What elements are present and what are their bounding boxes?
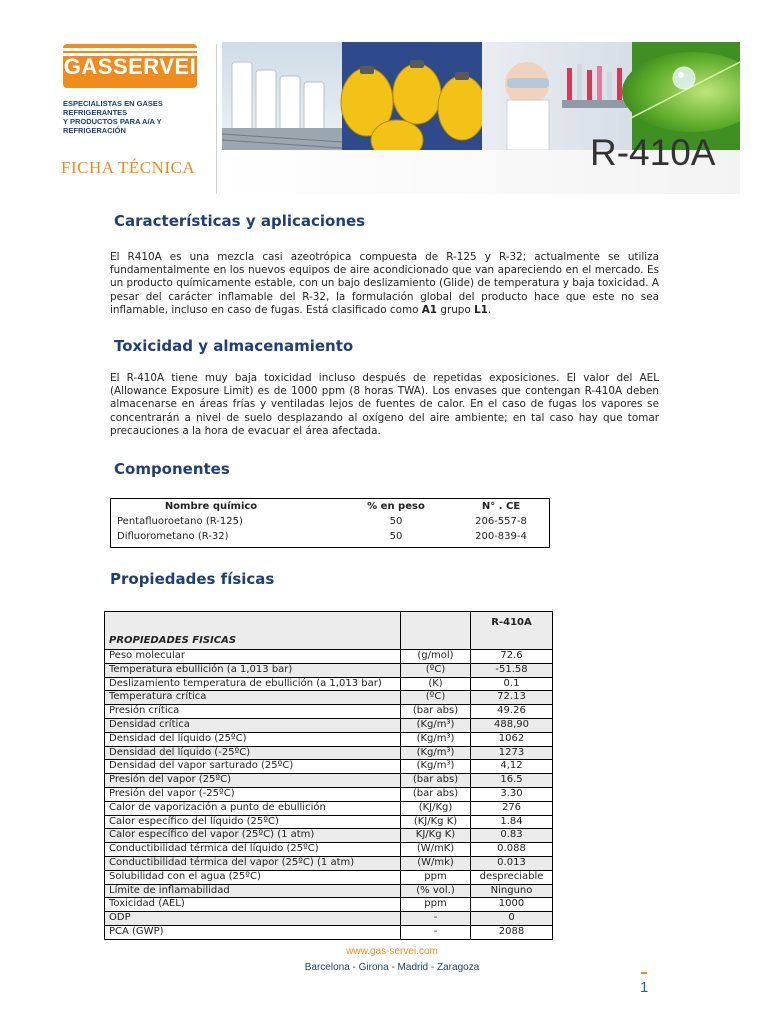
property-row bbox=[105, 746, 553, 760]
property-unit: - bbox=[401, 912, 471, 926]
property-name: Presión del vapor (25ºC) bbox=[105, 774, 401, 788]
property-name: Densidad del líquido (25ºC) bbox=[105, 732, 401, 746]
property-unit: ppm bbox=[401, 898, 471, 912]
property-unit: (KJ/Kg K) bbox=[401, 815, 471, 829]
property-unit: ppm bbox=[401, 870, 471, 884]
property-name: Densidad del líquido (-25ºC) bbox=[105, 746, 401, 760]
property-row bbox=[105, 829, 553, 843]
header-porcentaje-peso: % en peso bbox=[367, 501, 425, 512]
property-unit: (W/mk) bbox=[401, 856, 471, 870]
text-caracteristicas: El R410A es una mezcla casi azeotrópica compuesta de R-125 y R-32; actualmente se utiliza fundamentalmente en los nuevos equipos de aire acondicionado que van apareciendo en el mercado. Es un producto químicamente estable, con un bajo deslizamiento (Glide) de temperatura y baja toxicidad. A pesar del carácter inflamable del R-32, la formulación global del producto hace que este no sea inflamable, incluso en caso de fugas. Está clasificado como bbox=[110, 251, 659, 316]
ficha-tecnica-label: FICHA TÉCNICA bbox=[61, 158, 196, 177]
text-period: . bbox=[487, 303, 492, 316]
component-name: Pentafluoroetano (R-125) bbox=[117, 516, 243, 527]
property-name: Conductibilidad térmica del líquido (25ºC) bbox=[105, 843, 401, 857]
property-name: Límite de inflamabilidad bbox=[105, 884, 401, 898]
property-value: 1.84 bbox=[471, 815, 553, 829]
property-row bbox=[105, 843, 553, 857]
company-tagline bbox=[63, 99, 213, 135]
component-percent: 50 bbox=[389, 531, 403, 542]
property-name: Presión crítica bbox=[105, 705, 401, 719]
components-header-row bbox=[111, 501, 549, 516]
property-unit: (ºC) bbox=[401, 663, 471, 677]
property-name: Temperatura crítica bbox=[105, 691, 401, 705]
property-unit: (bar abs) bbox=[401, 787, 471, 801]
property-row bbox=[105, 925, 553, 939]
properties-header-row bbox=[105, 612, 553, 650]
property-row bbox=[105, 787, 553, 801]
property-unit: (Kg/m³) bbox=[401, 732, 471, 746]
properties-table-body bbox=[105, 612, 553, 940]
text-grupo: grupo bbox=[437, 303, 475, 316]
section-title-componentes: Componentes bbox=[114, 460, 230, 478]
property-row bbox=[105, 650, 553, 664]
property-name: Conductibilidad térmica del vapor (25ºC) (1 atm) bbox=[105, 856, 401, 870]
property-name: Temperatura ebullición (a 1,013 bar) bbox=[105, 663, 401, 677]
property-value: 0.83 bbox=[471, 829, 553, 843]
header-divider bbox=[216, 44, 217, 194]
property-value: 16.5 bbox=[471, 774, 553, 788]
page-number: 1 bbox=[640, 979, 649, 996]
property-unit: (g/mol) bbox=[401, 650, 471, 664]
properties-table-label: PROPIEDADES FISICAS bbox=[105, 612, 401, 650]
property-unit: KJ/Kg K) bbox=[401, 829, 471, 843]
section-title-caracteristicas: Características y aplicaciones bbox=[114, 212, 366, 230]
property-row bbox=[105, 884, 553, 898]
property-row bbox=[105, 705, 553, 719]
property-value: 3.30 bbox=[471, 787, 553, 801]
gasservei-logo bbox=[63, 44, 197, 88]
logo-text-gas: GAS bbox=[63, 54, 113, 79]
class-a1: A1 bbox=[421, 303, 438, 316]
property-row bbox=[105, 691, 553, 705]
property-unit: - bbox=[401, 925, 471, 939]
property-value: 1273 bbox=[471, 746, 553, 760]
footer-cities: Barcelona - Girona - Madrid - Zaragoza bbox=[304, 962, 480, 973]
logo-text-servei: SERVEI bbox=[112, 54, 197, 79]
property-value: 488,90 bbox=[471, 718, 553, 732]
property-name: Presión del vapor (-25ºC) bbox=[105, 787, 401, 801]
property-name: ODP bbox=[105, 912, 401, 926]
property-value: 0.088 bbox=[471, 843, 553, 857]
property-unit: (ºC) bbox=[401, 691, 471, 705]
property-row bbox=[105, 898, 553, 912]
product-title: R-410A bbox=[590, 132, 716, 173]
properties-table bbox=[104, 611, 553, 940]
property-value: 4,12 bbox=[471, 760, 553, 774]
components-row bbox=[111, 516, 549, 531]
header-numero-ce: N° . CE bbox=[481, 501, 521, 512]
section-title-toxicidad: Toxicidad y almacenamiento bbox=[114, 337, 354, 355]
property-value: -51.58 bbox=[471, 663, 553, 677]
property-name: Calor específico del vapor (25ºC) (1 atm) bbox=[105, 829, 401, 843]
property-value: 0.013 bbox=[471, 856, 553, 870]
paragraph-caracteristicas bbox=[110, 251, 659, 317]
property-unit: (W/mK) bbox=[401, 843, 471, 857]
property-value: 276 bbox=[471, 801, 553, 815]
property-value: 72.13 bbox=[471, 691, 553, 705]
components-row bbox=[111, 531, 549, 546]
page-number-mark bbox=[641, 972, 647, 974]
logo-wordmark bbox=[63, 54, 197, 80]
component-name: Difluorometano (R-32) bbox=[117, 531, 229, 542]
property-row bbox=[105, 732, 553, 746]
property-name: Densidad del vapor sarturado (25ºC) bbox=[105, 760, 401, 774]
property-name: Calor específico del líquido (25ºC) bbox=[105, 815, 401, 829]
component-ce: 206-557-8 bbox=[475, 516, 527, 527]
property-unit: (Kg/m³) bbox=[401, 746, 471, 760]
property-value: 49.26 bbox=[471, 705, 553, 719]
properties-header-units bbox=[401, 612, 471, 650]
property-unit: (bar abs) bbox=[401, 774, 471, 788]
property-value: 0.1 bbox=[471, 677, 553, 691]
property-value: 2088 bbox=[471, 925, 553, 939]
property-value: despreciable bbox=[471, 870, 553, 884]
tagline-line-1: ESPECIALISTAS EN GASES REFRIGERANTES bbox=[63, 99, 163, 117]
property-unit: (% vol.) bbox=[401, 884, 471, 898]
component-ce: 200-839-4 bbox=[475, 531, 527, 542]
property-row bbox=[105, 663, 553, 677]
property-value: 72.6 bbox=[471, 650, 553, 664]
property-name: Densidad crítica bbox=[105, 718, 401, 732]
property-name: Peso molecular bbox=[105, 650, 401, 664]
footer-website: www.gas-servei.com bbox=[346, 946, 438, 957]
property-row bbox=[105, 815, 553, 829]
logo-stripe bbox=[63, 48, 197, 51]
property-row bbox=[105, 677, 553, 691]
property-name: Solubilidad con el agua (25ºC) bbox=[105, 870, 401, 884]
property-row bbox=[105, 774, 553, 788]
property-row bbox=[105, 870, 553, 884]
property-unit: (K) bbox=[401, 677, 471, 691]
property-unit: (bar abs) bbox=[401, 705, 471, 719]
property-name: Calor de vaporización a punto de ebullición bbox=[105, 801, 401, 815]
property-unit: (KJ/Kg) bbox=[401, 801, 471, 815]
component-percent: 50 bbox=[389, 516, 403, 527]
property-unit: (Kg/m³) bbox=[401, 718, 471, 732]
property-value: 1062 bbox=[471, 732, 553, 746]
property-value: Ninguno bbox=[471, 884, 553, 898]
property-value: 1000 bbox=[471, 898, 553, 912]
section-title-propiedades: Propiedades físicas bbox=[110, 570, 275, 588]
group-l1: L1 bbox=[474, 303, 488, 316]
property-row bbox=[105, 760, 553, 774]
property-row bbox=[105, 801, 553, 815]
property-name: Toxicidad (AEL) bbox=[105, 898, 401, 912]
components-table bbox=[110, 498, 550, 548]
property-name: Deslizamiento temperatura de ebullición (a 1,013 bar) bbox=[105, 677, 401, 691]
property-value: 0 bbox=[471, 912, 553, 926]
property-unit: (Kg/m³) bbox=[401, 760, 471, 774]
paragraph-toxicidad: El R-410A tiene muy baja toxicidad incluso después de repetidas exposiciones. El valor del AEL (Allowance Exposure Limit) es de 1000 ppm (8 horas TWA). Los envases que contengan R-410A deben almacenarse en áreas frías y ventiladas lejos de fuentes de calor. En el caso de fugas los vapores se concentrarán a nivel de suelo desplazando al oxígeno del aire ambiente; en tal caso hay que tomar precauciones a la hora de evacuar el área afectada. bbox=[110, 372, 659, 437]
properties-column-header: R-410A bbox=[471, 612, 553, 650]
property-name: PCA (GWP) bbox=[105, 925, 401, 939]
property-row bbox=[105, 912, 553, 926]
property-row bbox=[105, 856, 553, 870]
header-nombre-quimico: Nombre químico bbox=[164, 501, 258, 512]
tagline-line-2: Y PRODUCTOS PARA A/A Y REFRIGERACIÓN bbox=[63, 117, 162, 135]
property-row bbox=[105, 718, 553, 732]
